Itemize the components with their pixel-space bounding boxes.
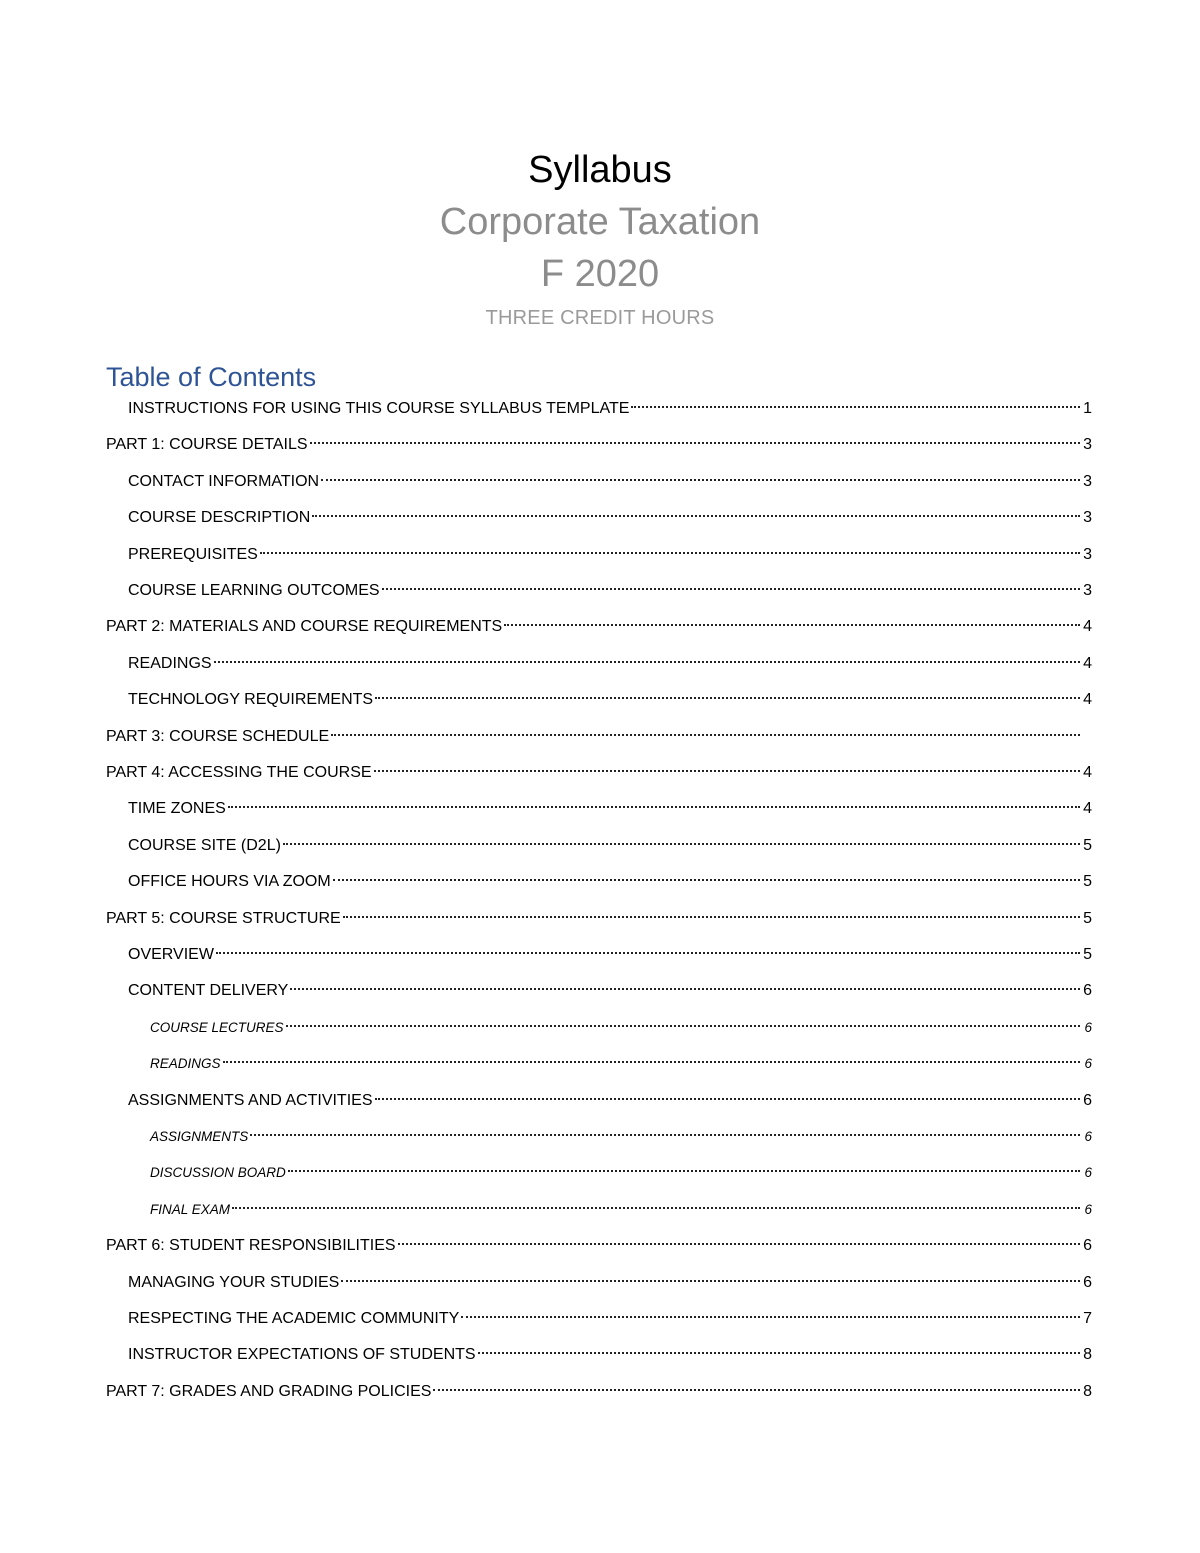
toc-entry-label: READINGS — [150, 1056, 221, 1072]
toc-entry[interactable] — [150, 1159, 1092, 1187]
toc-entry-page-number: 6 — [1083, 1237, 1092, 1255]
toc-entry-label: PART 6: STUDENT RESPONSIBILITIES — [106, 1237, 396, 1255]
document-title: Syllabus — [528, 149, 672, 191]
toc-entry-page-number: 3 — [1083, 545, 1092, 563]
toc-dot-leader — [228, 806, 1080, 808]
toc-entry-label: OVERVIEW — [128, 946, 214, 963]
toc-entry-label: COURSE SITE (D2L) — [128, 836, 281, 854]
toc-entry-label: COURSE DESCRIPTION — [128, 509, 311, 527]
toc-entry-page-number: 6 — [1084, 1019, 1092, 1035]
toc-dot-leader — [504, 624, 1080, 626]
toc-dot-leader — [214, 661, 1080, 663]
toc-dot-leader — [631, 406, 1080, 408]
toc-entry-label: MANAGING YOUR STUDIES — [128, 1273, 340, 1291]
toc-dot-leader — [374, 770, 1080, 772]
toc-entry-page-number: 6 — [1084, 1201, 1092, 1217]
toc-entry-label: DISCUSSION BOARD — [150, 1165, 286, 1181]
toc-entry-label: TIME ZONES — [128, 800, 226, 818]
toc-dot-leader — [321, 479, 1080, 481]
toc-dot-leader — [216, 952, 1080, 954]
toc-entry-label: PART 4: ACCESSING THE COURSE — [106, 764, 372, 781]
toc-dot-leader — [290, 988, 1080, 990]
toc-entry-page-number: 7 — [1083, 1310, 1092, 1327]
toc-entry-page-number: 5 — [1083, 873, 1092, 891]
toc-entry-page-number: 6 — [1084, 1165, 1092, 1181]
toc-entry-page-number: 3 — [1083, 472, 1092, 490]
toc-entry-label: PART 7: GRADES AND GRADING POLICIES — [106, 1382, 432, 1400]
toc-entry[interactable] — [128, 650, 1092, 678]
toc-entry[interactable] — [128, 1269, 1092, 1297]
toc-dot-leader — [333, 879, 1080, 881]
toc-entry-label: COURSE LEARNING OUTCOMES — [128, 582, 380, 599]
toc-entry-label: INSTRUCTIONS FOR USING THIS COURSE SYLLABUS TEMPLATE — [128, 400, 630, 417]
toc-dot-leader — [375, 1098, 1081, 1100]
toc-dot-leader — [260, 552, 1080, 554]
toc-entry[interactable] — [150, 1014, 1092, 1042]
toc-dot-leader — [250, 1134, 1080, 1136]
toc-entry-page-number: 4 — [1083, 654, 1092, 672]
toc-entry-page-number: 6 — [1084, 1129, 1092, 1144]
course-term: F 2020 — [540, 253, 660, 295]
toc-dot-leader — [331, 734, 1080, 736]
toc-entry-page-number: 3 — [1083, 582, 1092, 599]
toc-entry[interactable] — [128, 977, 1092, 1005]
toc-dot-leader — [232, 1207, 1080, 1209]
toc-entry[interactable] — [106, 431, 1092, 459]
toc-entry-page-number: 5 — [1083, 909, 1092, 927]
toc-entry[interactable] — [128, 577, 1092, 605]
toc-entry-label: ASSIGNMENTS AND ACTIVITIES — [128, 1091, 373, 1109]
toc-entry-label: PART 3: COURSE SCHEDULE — [106, 727, 330, 745]
toc-dot-leader — [310, 442, 1080, 444]
toc-entry[interactable] — [106, 723, 1092, 751]
course-name: Corporate Taxation — [439, 201, 761, 243]
credit-hours: THREE CREDIT HOURS — [485, 307, 715, 329]
toc-entry[interactable] — [128, 1341, 1092, 1369]
toc-dot-leader — [382, 588, 1080, 590]
toc-entry-page-number: 6 — [1083, 1091, 1092, 1109]
toc-entry-label: PART 1: COURSE DETAILS — [106, 436, 308, 454]
toc-entry-page-number: 4 — [1083, 800, 1092, 818]
toc-entry[interactable] — [106, 1378, 1092, 1406]
toc-entry-label: CONTENT DELIVERY — [128, 982, 289, 1000]
toc-entry-page-number: 4 — [1083, 764, 1092, 781]
toc-entry[interactable] — [128, 1087, 1092, 1115]
toc-entry-label: ASSIGNMENTS — [150, 1129, 249, 1144]
toc-entry-page-number: 8 — [1083, 1382, 1092, 1400]
toc-entry[interactable] — [128, 795, 1092, 823]
toc-entry[interactable] — [150, 1123, 1092, 1151]
toc-entry-page-number: 6 — [1083, 1273, 1092, 1291]
toc-dot-leader — [478, 1352, 1080, 1354]
toc-entry-label: PART 2: MATERIALS AND COURSE REQUIREMENTS — [106, 618, 503, 636]
toc-entry[interactable] — [150, 1050, 1092, 1078]
toc-dot-leader — [398, 1243, 1080, 1245]
toc-entry-page-number: 4 — [1083, 691, 1092, 709]
toc-entry-page-number: 3 — [1083, 509, 1092, 527]
toc-entry[interactable] — [150, 1196, 1092, 1224]
toc-entry-label: TECHNOLOGY REQUIREMENTS — [128, 691, 374, 709]
toc-entry[interactable] — [128, 1305, 1092, 1333]
toc-dot-leader — [461, 1316, 1080, 1318]
toc-entry-page-number: 5 — [1083, 946, 1092, 963]
toc-entry-label: FINAL EXAM — [150, 1201, 231, 1217]
toc-entry-label: COURSE LECTURES — [150, 1019, 284, 1035]
toc-entry[interactable] — [128, 832, 1092, 860]
toc-dot-leader — [223, 1061, 1080, 1063]
toc-entry[interactable] — [128, 468, 1092, 496]
toc-entry-label: PART 5: COURSE STRUCTURE — [106, 909, 341, 927]
toc-entry[interactable] — [128, 395, 1092, 423]
toc-dot-leader — [433, 1389, 1080, 1391]
toc-entry-page-number: 1 — [1083, 400, 1092, 417]
toc-entry[interactable] — [128, 504, 1092, 532]
toc-entry-page-number: 6 — [1084, 1056, 1092, 1072]
toc-entry[interactable] — [106, 613, 1092, 641]
toc-entry-page-number: 6 — [1083, 982, 1092, 1000]
toc-dot-leader — [288, 1170, 1080, 1172]
toc-entry-label: RESPECTING THE ACADEMIC COMMUNITY — [128, 1310, 460, 1327]
toc-dot-leader — [341, 1280, 1080, 1282]
toc-dot-leader — [286, 1025, 1080, 1027]
toc-entry[interactable] — [106, 905, 1092, 933]
toc-entry[interactable] — [128, 941, 1092, 969]
toc-entry[interactable] — [128, 686, 1092, 714]
toc-entry-label: CONTACT INFORMATION — [128, 472, 320, 490]
toc-entry-label: OFFICE HOURS VIA ZOOM — [128, 873, 331, 891]
toc-entry-page-number: 4 — [1083, 618, 1092, 636]
toc-heading: Table of Contents — [106, 362, 317, 392]
toc-entry-label: PREREQUISITES — [128, 545, 258, 563]
toc-dot-leader — [343, 916, 1080, 918]
toc-entry[interactable] — [128, 868, 1092, 896]
toc-dot-leader — [375, 697, 1080, 699]
toc-entry-page-number: 5 — [1083, 836, 1092, 854]
toc-entry-label: READINGS — [128, 654, 212, 672]
toc-entry[interactable] — [106, 1232, 1092, 1260]
toc-entry[interactable] — [106, 759, 1092, 787]
toc-dot-leader — [283, 843, 1080, 845]
toc-entry-label: INSTRUCTOR EXPECTATIONS OF STUDENTS — [128, 1346, 476, 1364]
toc-entry-page-number: 3 — [1083, 436, 1092, 454]
toc-entry[interactable] — [128, 541, 1092, 569]
toc-dot-leader — [312, 515, 1080, 517]
toc-entry-page-number: 8 — [1083, 1346, 1092, 1364]
